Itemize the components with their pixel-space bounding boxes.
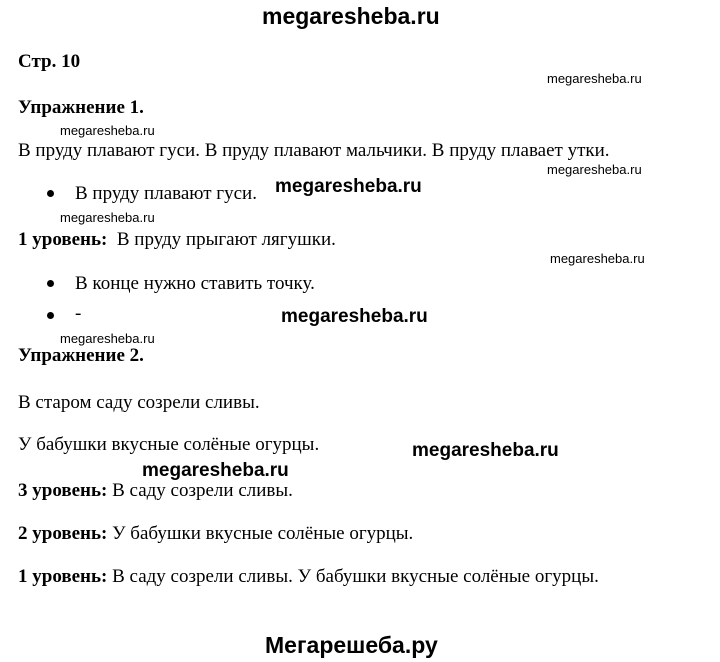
watermark-small: megaresheba.ru	[550, 251, 645, 266]
exercise2-level2	[18, 523, 413, 545]
level-label: 1 уровень:	[18, 229, 108, 250]
exercise1-sentence: В пруду плавают гуси. В пруду плавают мальчики. В пруду плавает утки.	[18, 140, 610, 161]
watermark-large: megaresheba.ru	[142, 460, 289, 481]
watermark-small: megaresheba.ru	[60, 331, 155, 346]
exercise2-level3	[18, 480, 293, 502]
level-text: В саду созрели сливы. У бабушки вкусные солёные огурцы.	[112, 566, 599, 587]
watermark-large: megaresheba.ru	[281, 306, 428, 327]
exercise1-title: Упражнение 1.	[18, 97, 144, 118]
exercise2-title: Упражнение 2.	[18, 345, 144, 366]
watermark-large: megaresheba.ru	[412, 440, 559, 461]
watermark-small: megaresheba.ru	[60, 210, 155, 225]
bullet-dot	[47, 312, 54, 319]
level-text: В саду созрели сливы.	[112, 480, 293, 501]
footer-brand: Мегарешеба.ру	[265, 632, 438, 658]
level-text: В пруду прыгают лягушки.	[116, 229, 336, 250]
watermark-large: megaresheba.ru	[275, 176, 422, 197]
level-text: У бабушки вкусные солёные огурцы.	[112, 523, 414, 544]
site-title: megaresheba.ru	[262, 3, 440, 29]
exercise2-level1	[18, 566, 599, 588]
watermark-small: megaresheba.ru	[547, 162, 642, 177]
bullet-dot	[47, 190, 54, 197]
exercise1-bullet2: В конце нужно ставить точку.	[75, 273, 315, 294]
page-label: Стр. 10	[18, 51, 81, 72]
exercise1-bullet3: -	[75, 303, 82, 324]
watermark-small: megaresheba.ru	[60, 123, 155, 138]
level-label: 1 уровень:	[18, 566, 108, 587]
level-label: 2 уровень:	[18, 523, 108, 544]
exercise1-bullet1: В пруду плавают гуси.	[75, 183, 257, 204]
exercise2-line1: В старом саду созрели сливы.	[18, 392, 260, 413]
watermark-small: megaresheba.ru	[547, 71, 642, 86]
bullet-dot	[47, 280, 54, 287]
level-label: 3 уровень:	[18, 480, 108, 501]
exercise2-line2: У бабушки вкусные солёные огурцы.	[18, 434, 320, 455]
exercise1-level1	[18, 229, 336, 251]
